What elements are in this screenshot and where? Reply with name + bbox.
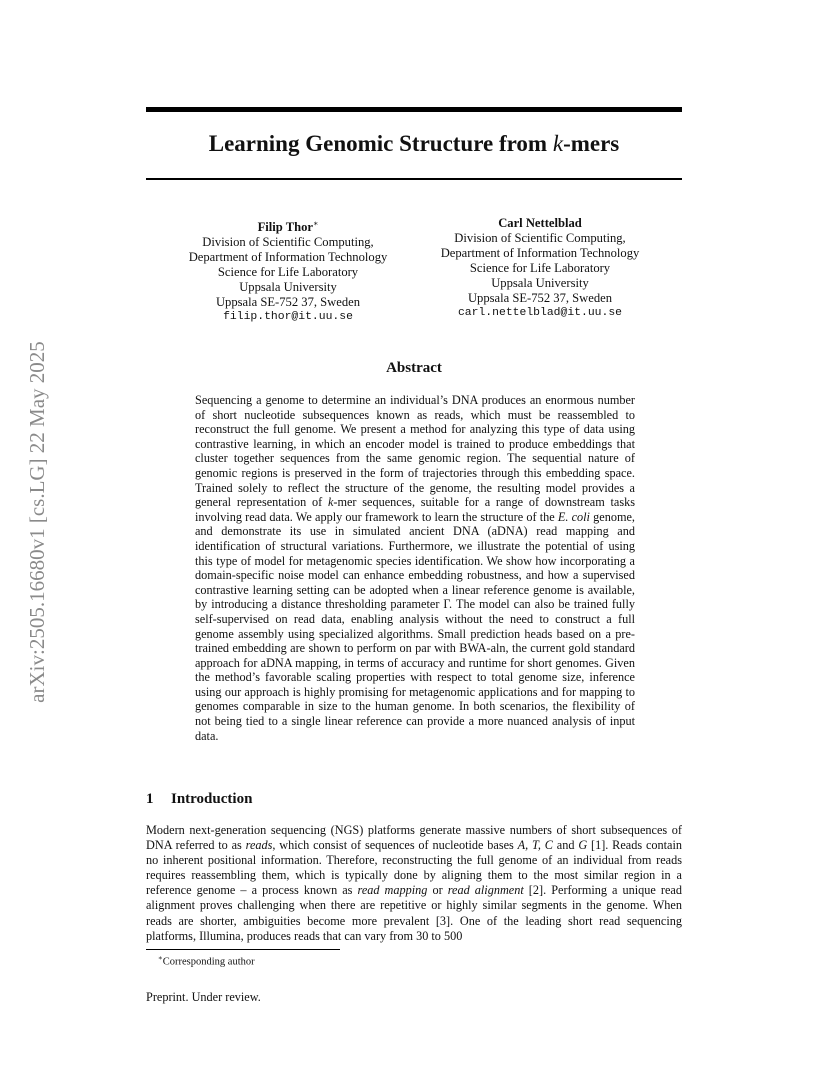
abstract-math-k: k [327, 495, 334, 510]
footnote-text: Corresponding author [162, 956, 255, 968]
author-affiliation-line: Department of Information Technology [188, 250, 388, 265]
author-affiliation-line: Science for Life Laboratory [469, 261, 611, 275]
intro-emphasis: read mapping [357, 883, 428, 898]
author-affiliation-line: Division of Scientific Computing, [454, 231, 626, 245]
author-name-text: Carl Nettelblad [498, 216, 582, 230]
intro-math: G [578, 838, 588, 853]
footnote-rule [146, 949, 340, 950]
intro-math: A, T, C [517, 838, 553, 853]
intro-text: , which consist of sequences of nucleotide bases [272, 838, 518, 853]
author-name [158, 216, 418, 235]
intro-text: [1]. Reads contain no inherent positional information. Therefore, reconstructing the full genome of an individual from reads requires reassembling them, which is typically done by aligning them to the most similar region in a reference genome – a process known as [146, 838, 682, 898]
title-suffix: -mers [563, 131, 620, 156]
title-bottom-rule [146, 178, 682, 180]
abstract-heading: Abstract [386, 360, 442, 376]
preprint-notice: Preprint. Under review. [146, 990, 261, 1004]
intro-text: [2]. Performing a unique read alignment proves challenging when there are repetitive or highly similar segments in the genome. When reads are shorter, ambiguities become more prevalent [3]. One of the leading short read sequencing platforms, Illumina, produces reads that can vary from 30 to 500 [146, 883, 682, 943]
section-number: 1 [146, 791, 154, 807]
author-name [410, 216, 670, 231]
intro-emphasis: read alignment [447, 883, 524, 898]
intro-emphasis: reads [245, 838, 273, 853]
arxiv-stamp[interactable]: arXiv:2505.16680v1 [cs.LG] 22 May 2025 [25, 341, 49, 703]
intro-text: Modern next-generation sequencing (NGS) platforms generate massive numbers of short subsequences of DNA referred to as [146, 823, 682, 853]
intro-text: and [552, 838, 579, 853]
title-top-rule [146, 107, 682, 112]
author-email[interactable]: filip.thor@it.uu.se [223, 311, 353, 324]
title-prefix: Learning Genomic Structure from [208, 131, 553, 156]
abstract-text: Sequencing a genome to determine an individual’s DNA produces an enormous number of short nucleotide subsequences known as reads, which must be reassembled to reconstruct the full genome. We present a method for analyzing this type of data using contrastive learning, in which an encoder model is trained to produce embeddings that cluster together sequences from the same genomic region. The sequential nature of genomic regions is preserved in the form of trajectories through this embedding space. Trained solely to reflect the structure of the genome, the resulting model provides a general representation of [195, 393, 635, 510]
author-email[interactable]: carl.nettelblad@it.uu.se [457, 307, 623, 319]
corresponding-mark: ∗ [312, 219, 319, 228]
abstract-body [195, 393, 635, 743]
section-title: Introduction [171, 791, 253, 807]
footnote-mark: ∗ [158, 954, 163, 962]
author-affiliation-line: Uppsala University [491, 276, 589, 290]
abstract-species-name: E. coli [557, 509, 590, 524]
author-affiliation-line: Division of Scientific Computing, [202, 235, 374, 250]
author-block-1 [158, 216, 418, 325]
author-name-text: Filip Thor [257, 220, 313, 235]
author-affiliation-line: Uppsala SE-752 37, Sweden [215, 295, 361, 310]
author-affiliation-line: Science for Life Laboratory [217, 265, 359, 280]
author-affiliation-line: Department of Information Technology [440, 246, 640, 260]
introduction-paragraph [146, 823, 682, 944]
section-heading [146, 789, 682, 809]
intro-text: or [427, 883, 448, 898]
author-affiliation-line: Uppsala SE-752 37, Sweden [467, 291, 613, 305]
title-math-k: k [552, 131, 564, 156]
author-affiliation-line: Uppsala University [239, 280, 337, 295]
author-block-2 [410, 216, 670, 321]
paper-title [146, 128, 682, 160]
abstract-text: genome, and demonstrate its use in simulated ancient DNA (aDNA) read mapping and identification of structural variations. Furthermore, we illustrate the potential of using this type of model for metagenomic species identification. We show how incorporating a domain-specific noise model can enhance embedding robustness, and how a supervised contrastive learning setting can be adopted when a linear reference genome is available, by introducing a distance thresholding parameter Γ. The model can also be trained fully self-supervised on read data, enabling analysis without the need to construct a full genome assembly using specialized algorithms. Small prediction heads based on a pre-trained embedding are shown to perform on par with BWA-aln, the current gold standard approach for aDNA mapping, in terms of accuracy and runtime for short genomes. Given the method’s favorable scaling properties with respect to total genome size, inference using our approach is highly promising for metagenomic applications and for mapping to genomes comparable in size to the human genome. In both scenarios, the flexibility of not being tied to a single linear reference can provide a more nuanced analysis of input data. [195, 509, 635, 743]
abstract-text: -mer sequences, suitable for a range of downstream tasks involving read data. We apply our framework to learn the structure of the [195, 495, 635, 524]
footnote [158, 951, 255, 970]
